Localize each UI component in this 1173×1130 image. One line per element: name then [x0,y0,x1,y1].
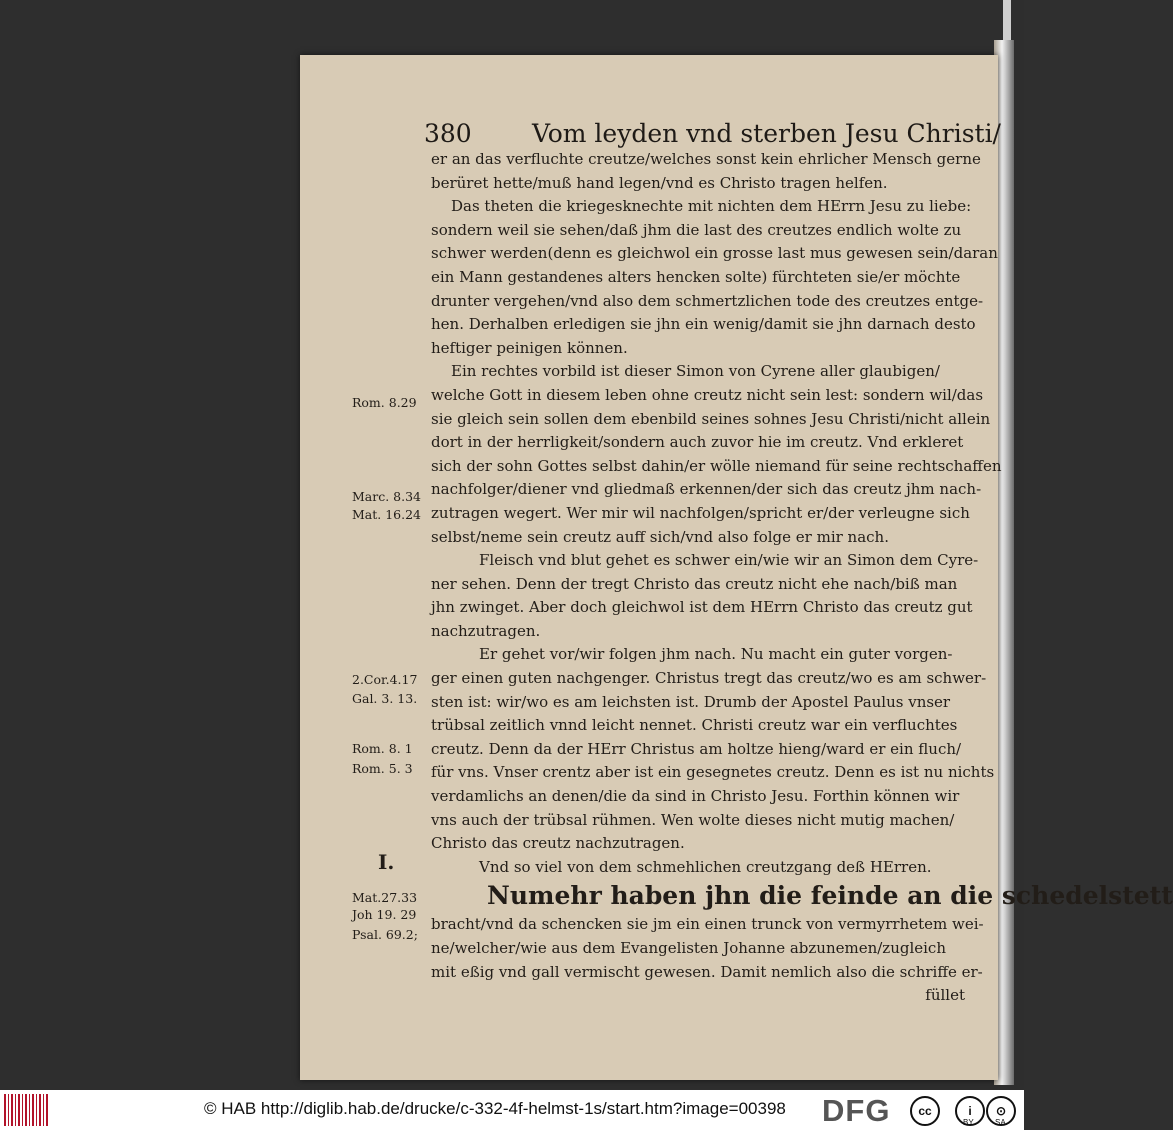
cc-license-icon[interactable]: cc [910,1096,940,1126]
margin-reference: Rom. 5. 3 [352,761,413,776]
footer-bar [0,1090,1024,1130]
text-line: welche Gott in diesem leben ohne creutz nicht sein lest: sondern wil/das [431,385,984,404]
text-line: verdamlichs an denen/die da sind in Christo Jesu. Forthin können wir [431,787,960,806]
text-line: nachzutragen. [431,621,541,640]
text-line: sondern weil sie sehen/daß jhm die last des creutzes endlich wolte zu [431,220,962,239]
margin-reference: Mat. 16.24 [352,507,422,522]
text-line: berüret hette/muß hand legen/vnd es Christo tragen helfen. [431,173,888,192]
dfg-logo: DFG [822,1093,891,1128]
text-line: sie gleich sein sollen dem ebenbild seines sohnes Jesu Christi/nicht allein [431,409,991,428]
library-barcode-icon [4,1094,48,1126]
cc-sa-caption: SA [995,1118,1006,1127]
body-text [431,148,1173,1008]
text-line: nachfolger/diener vnd gliedmaß erkennen/der sich das creutz jhm nach- [431,480,982,499]
text-line: jhn zwinget. Aber doch gleichwol ist dem HErrn Christo das creutz gut [431,598,973,617]
text-line: Christo das creutz nachzutragen. [431,834,685,853]
text-line: Vnd so viel von dem schmehlichen creutzgang deß HErren. [479,857,932,876]
text-line: er an das verfluchte creutze/welches sonst kein ehrlicher Mensch gerne [431,150,981,168]
text-line: ein Mann gestandenes alters hencken solte) fürchteten sie/er möchte [431,267,961,286]
text-line: sten ist: wir/wo es am leichsten ist. Drumb der Apostel Paulus vnser [431,692,951,711]
cc-sa-icon[interactable]: ⊙ [986,1096,1016,1126]
cc-by-icon[interactable]: i [955,1096,985,1126]
text-line: Er gehet vor/wir folgen jhm nach. Nu macht ein guter vorgen- [479,645,953,664]
text-line: ne/welcher/wie aus dem Evangelisten Johanne abzunemen/zugleich [431,939,946,957]
section-mark: I. [378,850,395,874]
text-line: mit eßig vnd gall vermischt gewesen. Damit nemlich also die schriffe er- [431,962,983,981]
section-headline: Numehr haben jhn die feinde an die schedelstett [487,881,1173,911]
text-line: sich der sohn Gottes selbst dahin/er wölle niemand für seine rechtschaffen [431,456,1002,475]
text-line: bracht/vnd da schencken sie jm ein einen trunck von vermyrrhetem wei- [431,915,984,934]
margin-reference: Joh 19. 29 [352,907,417,922]
margin-reference: 2.Cor.4.17 [352,672,418,687]
margin-reference: Rom. 8. 1 [352,741,413,756]
text-line: Das theten die kriegesknechte mit nichten dem HErrn Jesu zu liebe: [451,197,972,216]
cc-by-caption: BY [963,1118,974,1127]
text-line: selbst/neme sein creutz auff sich/vnd also folge er mir nach. [431,527,889,546]
scroll-strip[interactable] [1003,0,1011,45]
text-line: schwer werden(denn es gleichwol ein grosse last mus gewesen sein/daran [431,244,998,263]
text-line: Fleisch vnd blut gehet es schwer ein/wie wir an Simon dem Cyre- [479,551,979,570]
text-line: vns auch der trübsal rühmen. Wen wolte dieses nicht mutig machen/ [431,810,955,829]
text-line: für vns. Vnser crentz aber ist ein gesegnetes creutz. Denn es ist nu nichts [431,763,995,782]
text-line: trübsal zeitlich vnnd leicht nennet. Christi creutz war ein verfluchtes [431,716,958,735]
scanned-page [300,55,1173,1080]
text-line: drunter vergehen/vnd also dem schmertzlichen tode des creutzes entge- [431,291,984,310]
text-line: ner sehen. Denn der tregt Christo das creutz nicht ehe nach/biß man [431,574,958,593]
page-number: 380 [424,119,472,148]
margin-reference: Mat.27.33 [352,890,418,905]
source-link[interactable]: © HAB http://diglib.hab.de/drucke/c-332-4f-helmst-1s/start.htm?image=00398 [204,1099,786,1118]
text-line: creutz. Denn da der HErr Christus am holtze hieng/ward er ein fluch/ [431,739,962,758]
margin-reference: Psal. 69.2; [352,927,418,942]
text-line: zutragen wegert. Wer mir wil nachfolgen/spricht er/der verleugne sich [431,503,970,522]
margin-reference: Rom. 8.29 [352,395,417,410]
text-line: Ein rechtes vorbild ist dieser Simon von Cyrene aller glaubigen/ [451,362,940,381]
catchword: füllet [925,986,965,1005]
running-head [424,119,1001,148]
running-title: Vom leyden vnd sterben Jesu Christi/ [531,119,1001,148]
text-line: ger einen guten nachgenger. Christus tregt das creutz/wo es am schwer- [431,669,987,688]
text-line: hen. Derhalben erledigen sie jhn ein wenig/damit sie jhn darnach desto [431,315,976,334]
margin-reference: Marc. 8.34 [352,489,422,504]
text-line: dort in der herrligkeit/sondern auch zuvor hie im creutz. Vnd erkleret [431,433,964,452]
text-line: heftiger peinigen können. [431,338,628,357]
margin-reference: Gal. 3. 13. [352,691,418,706]
